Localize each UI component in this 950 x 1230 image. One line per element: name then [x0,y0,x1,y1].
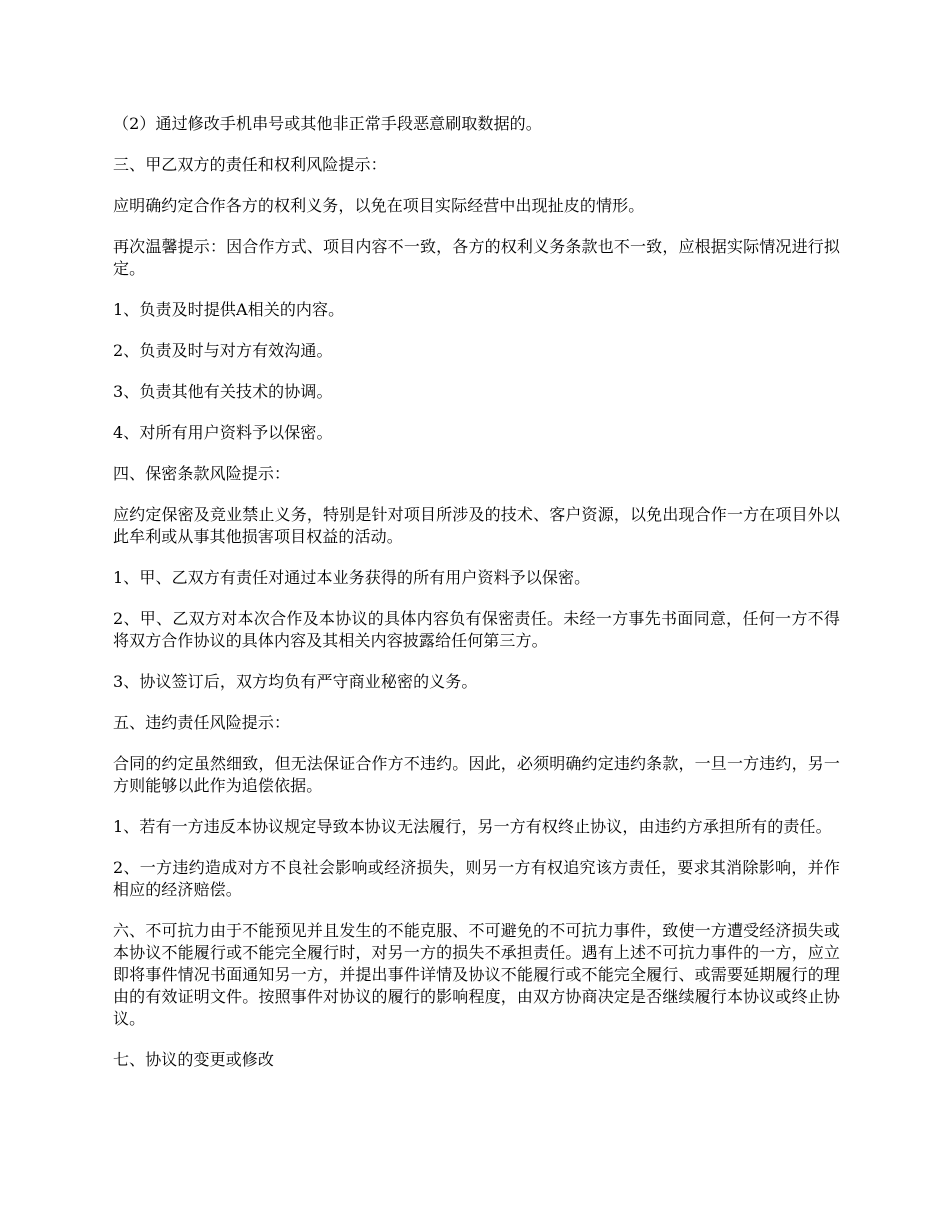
section-5-item-2: 2、一方违约造成对方不良社会影响或经济损失，则另一方有权追究该方责任，要求其消除影响，并作相应的经济赔偿。 [113,858,840,899]
section-6-force-majeure: 六、不可抗力由于不能预见并且发生的不能克服、不可避免的不可抗力事件，致使一方遭受经济损失或本协议不能履行或不能完全履行时，对另一方的损失不承担责任。遇有上述不可抗力事件的一方，应立即将事件情况书面通知另一方，并提出事件详情及协议不能履行或不能完全履行、或需要延期履行的理由的有效证明文件。按照事件对协议的履行的影响程度，由双方协商决定是否继续履行本协议或终止协议。 [113,921,840,1028]
section-3-item-3: 3、负责其他有关技术的协调。 [113,382,333,401]
heading-section-4: 四、保密条款风险提示： [113,464,291,483]
heading-section-3: 三、甲乙双方的责任和权利风险提示： [113,155,387,174]
section-4-item-2: 2、甲、乙双方对本次合作及本协议的具体内容负有保密责任。未经一方事先书面同意，任何一方不得将双方合作协议的具体内容及其相关内容披露给任何第三方。 [113,609,840,650]
clause-2-data-fraud: （2）通过修改手机串号或其他非正常手段恶意刷取数据的。 [113,114,542,133]
document-page [113,113,840,1090]
section-4-intro: 应约定保密及竞业禁止义务，特别是针对项目所涉及的技术、客户资源，以免出现合作一方在项目外以此牟利或从事其他损害项目权益的活动。 [113,505,840,546]
section-3-item-2: 2、负责及时与对方有效沟通。 [113,341,333,360]
section-3-reminder: 再次温馨提示：因合作方式、项目内容不一致，各方的权利义务条款也不一致，应根据实际情况进行拟定。 [113,237,840,278]
section-4-item-1: 1、甲、乙双方有责任对通过本业务获得的所有用户资料予以保密。 [113,568,591,587]
section-3-item-4: 4、对所有用户资料予以保密。 [113,423,333,442]
section-5-item-1: 1、若有一方违反本协议规定导致本协议无法履行，另一方有权终止协议，由违约方承担所有的责任。 [113,817,832,836]
heading-section-5: 五、违约责任风险提示： [113,713,291,732]
section-5-intro: 合同的约定虽然细致，但无法保证合作方不违约。因此，必须明确约定违约条款，一旦一方违约，另一方则能够以此作为追偿依据。 [113,754,840,795]
heading-section-7: 七、协议的变更或修改 [113,1050,275,1069]
section-3-intro: 应明确约定合作各方的权利义务，以免在项目实际经营中出现扯皮的情形。 [113,196,645,215]
section-4-item-3: 3、协议签订后，双方均负有严守商业秘密的义务。 [113,672,478,691]
section-3-item-1: 1、负责及时提供A相关的内容。 [113,300,345,319]
